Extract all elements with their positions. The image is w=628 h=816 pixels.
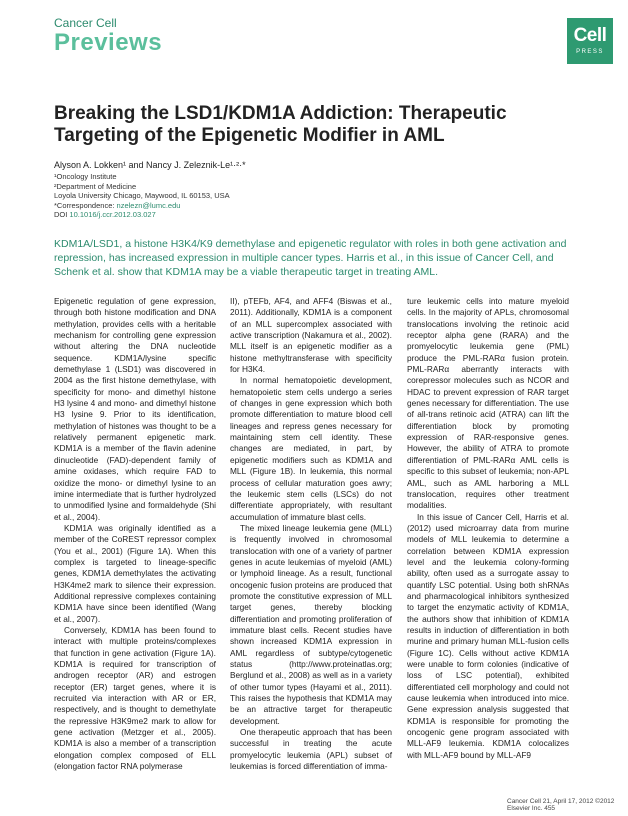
doi-line — [54, 210, 230, 220]
body-column-1 — [54, 296, 216, 772]
body-column-3 — [407, 296, 569, 761]
correspondence-email-link[interactable]: nzelezn@lumc.edu — [116, 200, 181, 210]
paragraph: In this issue of Cancer Cell, Harris et al. (2012) used microarray data from murine models of MLL leukemia to determine a correlation between KDM1A expression level and the leukemia colony-forming ability, often used as a surrogate assay to quantify LSC potential. Using both shRNAs and pharmacological inhibitors synthesized to target the enzymatic activity of KDM1A, the authors show that inhibition of KDM1A results in induction of differentiation in both murine and primary human MLL-fusion cells (Figure 1C). Cells without active KDM1A were unable to form colonies (indicative of loss of LSC potential), exhibited differentiated cell morphology and could not cause leukemia when introduced into mice. Gene expression analysis suggested that KDM1A is responsible for promoting the oncogenic gene program associated with MLL-AF9 leukemia. KDM1A colocalizes with MLL-AF9 bound by MLL-AF9 — [407, 511, 569, 760]
paragraph: Conversely, KDM1A has been found to interact with multiple proteins/complexes that function in gene activation (Figure 1A). KDM1A is required for transcription of androgen receptor (AR) and estrogen receptor (ER) target genes, where it is recruited via interaction with AR or ER, respectively, and is thought to demethylate the repressive H3K9me2 mark to allow for gene activation (Metzger et al., 2005). KDM1A is also a member of a transcription elongation complex composed of ELL (elongation factor RNA polymerase — [54, 624, 216, 772]
paragraph: The mixed lineage leukemia gene (MLL) is frequently involved in chromosomal translocation with one of a variety of partner genes in acute leukemias of myeloid (AML) or lymphoid lineage. As a result, functional oncogenic fusion proteins are produced that promote the constitutive expression of MLL target genes, thereby blocking differentiation and promoting proliferation of immature blast cells. Recent studies have shown increased KDM1A expression in AML regardless of subtype/cytogenetic status (http://www.proteinatlas.org; Berglund et al., 2008) as well as in a variety of other tumor types (Hayami et al., 2011). This raises the hypothesis that KDM1A may be an attractive target for therapeutic development. — [230, 522, 392, 726]
paragraph: One therapeutic approach that has been successful in treating the acute promyelocytic leukemia (APL) subset of leukemias is forced differentiation of imma- — [230, 727, 392, 772]
cell-press-logo — [567, 18, 613, 64]
affiliation-1: ¹Oncology Institute — [54, 172, 117, 181]
section-heading: Previews — [54, 29, 163, 56]
logo-press: PRESS — [576, 49, 604, 55]
abstract: KDM1A/LSD1, a histone H3K4/K9 demethylase and epigenetic regulator with roles in both gene activation and repression, has increased expression in multiple cancer types. Harris et al., in this issue of Cancer Cell, and Schenk et al. show that KDM1A may be a viable therapeutic target in treating AML. — [54, 238, 567, 278]
affiliation-address: Loyola University Chicago, Maywood, IL 60153, USA — [54, 191, 230, 201]
paragraph: In normal hematopoietic development, hematopoietic stem cells undergo a series of changes in gene expression which both promote differentiation to mature blood cell lineages and repress genes necessary for maintaining stem cell identity. These changes are mediated, in part, by epigenetic modifiers such as KDM1A and MLL (Figure 1B). In leukemia, this normal process of cellular maturation goes awry; the leukemic stem cells (LSCs) do not differentiate appropriately, with resultant accumulation of immature blast cells. — [230, 375, 392, 522]
body-column-2 — [230, 296, 392, 772]
affiliation-2: ²Department of Medicine — [54, 181, 137, 191]
paragraph: Epigenetic regulation of gene expression, through both histone modification and DNA methylation, provides cells with a heritable mechanism for controlling gene expression without altering the DNA nucleotide sequence. KDM1A/lysine specific demethylase 1 (LSD1) was discovered in 2004 as the first histone demethylase, with specificity for mono- and dimethyl histone H3 lysine 4 and mono- and dimethyl histone H3 lysine 9. Prior to its identification, methylation of histones was thought to be a relatively permanent epigenetic mark. KDM1A is a member of the flavin adenine dinucleotide (FAD)-dependent family of amine oxidases, which require FAD to oxidize the mono- or dimethyl lysine to an imine intermediate that is further hydrolyzed to unmodified lysine and formaldehyde (Shi et al., 2004). — [54, 296, 216, 522]
author-list: Alyson A. Lokken¹ and Nancy J. Zeleznik-Le¹·²·* — [54, 160, 246, 170]
doi-label: DOI — [54, 210, 70, 220]
paragraph: II), pTEFb, AF4, and AFF4 (Biswas et al., 2011). Additionally, KDM1A is a component of an MLL supercomplex associated with active transcription (Nakamura et al., 2002). MLL itself is an epigenetic modifier as a histone methyltransferase with specificity for H3K4. — [230, 296, 392, 375]
paragraph: ture leukemic cells into mature myeloid cells. In the majority of APLs, chromosomal translocations involving the retinoic acid receptor alpha gene (RARA) and the promyelocytic leukemia gene (PML) produce the PML-RARα fusion protein. PML-RARα aberrantly interacts with corepressor molecules such as NCOR and HDAC to prevent expression of RAR target genes necessary for differentiation. The use of all-trans retinoic acid (ATRA) can lift the differentiation block by promoting expression of RAR-responsive genes. However, the ability of ATRA to promote differentiation of PML-RARα AML cells is specific to this subset of leukemia; non-APL AML, such as AML harboring a MLL translocation, requires other treatment modalities. — [407, 296, 569, 511]
journal-name: Cancer Cell — [54, 16, 117, 30]
affiliations — [54, 172, 230, 220]
paragraph: KDM1A was originally identified as a member of the CoREST repressor complex (You et al., 2001) (Figure 1A). When this complex is targeted to lineage-specific genes, KDM1A demethylates the activating H3K4me2 mark to silence their expression. Additional repressive complexes containing KDM1A have since been identified (Wang et al., 2007). — [54, 522, 216, 624]
doi-link[interactable]: 10.1016/j.ccr.2012.03.027 — [69, 210, 156, 220]
correspondence — [54, 201, 230, 211]
article-title: Breaking the LSD1/KDM1A Addiction: Therapeutic Targeting of the Epigenetic Modifier in AML — [54, 103, 507, 146]
page-footer: Cancer Cell 21, April 17, 2012 ©2012 Elsevier Inc. 455 — [507, 798, 615, 812]
logo-word: Cell — [573, 25, 607, 46]
correspondence-label: *Correspondence: — [54, 200, 117, 210]
